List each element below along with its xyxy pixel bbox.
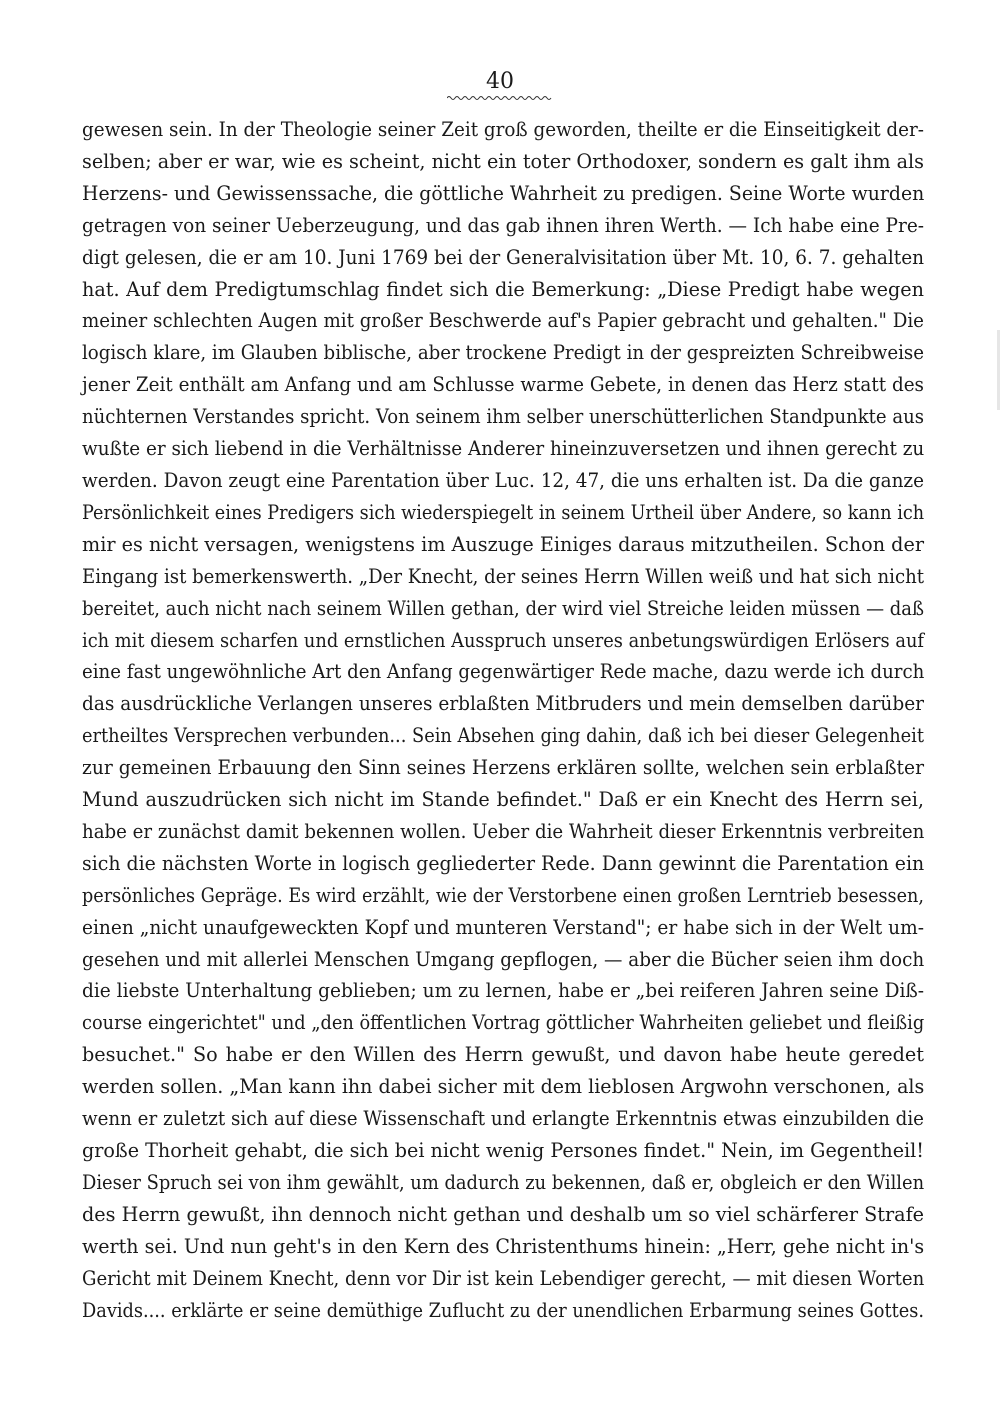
- text-line: einen „nicht unaufgeweckten Kopf und munteren Verstand"; er habe sich in der Welt um-: [82, 915, 924, 939]
- text-line: Dieser Spruch sei von ihm gewählt, um dadurch zu bekennen, daß er, obgleich er den Willen: [82, 1170, 925, 1194]
- text-line: sich die nächsten Worte in logisch gegliederter Rede. Dann gewinnt die Parentation ein: [82, 851, 925, 875]
- text-line: wenn er zuletzt sich auf diese Wissenschaft und erlangte Erkenntnis etwas einzubilden die: [82, 1107, 924, 1131]
- text-line: hat. Auf dem Predigtumschlag findet sich die Bemerkung: „Diese Predigt habe wegen: [82, 277, 924, 301]
- text-line: große Thorheit gehabt, die sich bei nicht wenig Persones findet." Nein, im Gegentheil!: [82, 1139, 924, 1162]
- text-line: werth sei. Und nun geht's in den Kern des Christenthums hinein: „Herr, gehe nicht in's: [82, 1234, 925, 1258]
- text-line: gesehen und mit allerlei Menschen Umgang gepflogen, — aber die Bücher seien ihm doch: [82, 947, 925, 971]
- text-line: Eingang ist bemerkenswerth. „Der Knecht, der seines Herrn Willen weiß und hat sich nicht: [82, 564, 925, 588]
- text-line: selben; aber er war, wie es scheint, nicht ein toter Orthodoxer, sondern es galt ihm als: [82, 149, 924, 173]
- text-line: ich mit diesem scharfen und ernstlichen Ausspruch unseres anbetungswürdigen Erlösers auf: [82, 628, 924, 652]
- text-line: gewesen sein. In der Theologie seiner Zeit groß geworden, theilte er die Einseitigkeit der-: [82, 118, 924, 141]
- text-line: jener Zeit enthält am Anfang und am Schlusse warme Gebete, in denen das Herz statt des: [82, 373, 924, 397]
- text-line: Persönlichkeit eines Predigers sich wiederspiegelt in seinem Urtheil über Andere, so kann ich: [82, 500, 925, 524]
- text-line: besuchet." So habe er den Willen des Herrn gewußt, und davon habe heute geredet: [82, 1043, 924, 1067]
- text-line: habe er zunächst damit bekennen wollen. Ueber die Wahrheit dieser Erkenntnis verbreiten: [82, 819, 925, 843]
- text-line: getragen von seiner Ueberzeugung, und das gab ihnen ihren Werth. — Ich habe eine Pre-: [82, 213, 925, 237]
- text-line: digt gelesen, die er am 10. Juni 1769 bei der Generalvisitation über Mt. 10, 6. 7. gehalten: [82, 245, 925, 269]
- text-line: mir es nicht versagen, wenigstens im Auszuge Einiges daraus mitzutheilen. Schon der: [82, 532, 924, 556]
- text-line: meiner schlechten Augen mit großer Beschwerde auf's Papier gebracht und gehalten." Die: [82, 309, 924, 333]
- text-line: nüchternen Verstandes spricht. Von seinem ihm selber unerschütterlichen Standpunkte aus: [82, 405, 925, 429]
- text-line: die liebste Unterhaltung geblieben; um zu lernen, habe er „bei reiferen Jahren seine Diß-: [82, 979, 925, 1003]
- text-line: das ausdrückliche Verlangen unseres erblaßten Mitbruders und mein demselben darüber: [82, 692, 925, 716]
- text-line: course eingerichtet" und „den öffentlichen Vortrag göttlicher Wahrheiten geliebet und fleißig: [82, 1011, 925, 1035]
- text-line: persönliches Gepräge. Es wird erzählt, wie der Verstorbene einen großen Lerntrieb besessen,: [82, 883, 924, 907]
- text-line: werden. Davon zeugt eine Parentation über Luc. 12, 47, die uns erhalten ist. Da die ganze: [82, 468, 924, 492]
- text-line: Davids.... erklärte er seine demüthige Zuflucht zu der unendlichen Erbarmung seines Gottes.: [82, 1298, 925, 1322]
- text-line: bereitet, auch nicht nach seinem Willen gethan, der wird viel Streiche leiden müssen — daß: [82, 596, 925, 620]
- text-line: des Herrn gewußt, ihn dennoch nicht gethan und deshalb um so viel schärferer Strafe: [82, 1202, 925, 1226]
- text-line: Mund auszudrücken sich nicht im Stande befindet." Daß er ein Knecht des Herrn sei,: [82, 788, 924, 812]
- body-text: [82, 114, 924, 1326]
- text-line: ertheiltes Versprechen verbunden... Sein Absehen ging dahin, daß ich bei dieser Gelegenheit: [82, 724, 925, 748]
- page-number: 40: [486, 69, 514, 94]
- wavy-ornament-divider: [447, 95, 553, 101]
- text-line: Herzens- und Gewissenssache, die göttliche Wahrheit zu predigen. Seine Worte wurden: [82, 181, 925, 205]
- text-line: werden sollen. „Man kann ihn dabei sicher mit dem lieblosen Argwohn verschonen, als: [82, 1075, 925, 1099]
- text-line: logisch klare, im Glauben biblische, aber trockene Predigt in der gespreizten Schreibweise: [82, 341, 924, 365]
- text-line: wußte er sich liebend in die Verhältnisse Anderer hineinzuversetzen und ihnen gerecht zu: [82, 437, 925, 461]
- text-line: eine fast ungewöhnliche Art den Anfang gegenwärtiger Rede mache, dazu werde ich durch: [82, 660, 925, 684]
- text-line: zur gemeinen Erbauung den Sinn seines Herzens erklären sollte, welchen sein erblaßter: [82, 756, 925, 780]
- text-line: Gericht mit Deinem Knecht, denn vor Dir ist kein Lebendiger gerecht, — mit diesen Worten: [82, 1266, 925, 1290]
